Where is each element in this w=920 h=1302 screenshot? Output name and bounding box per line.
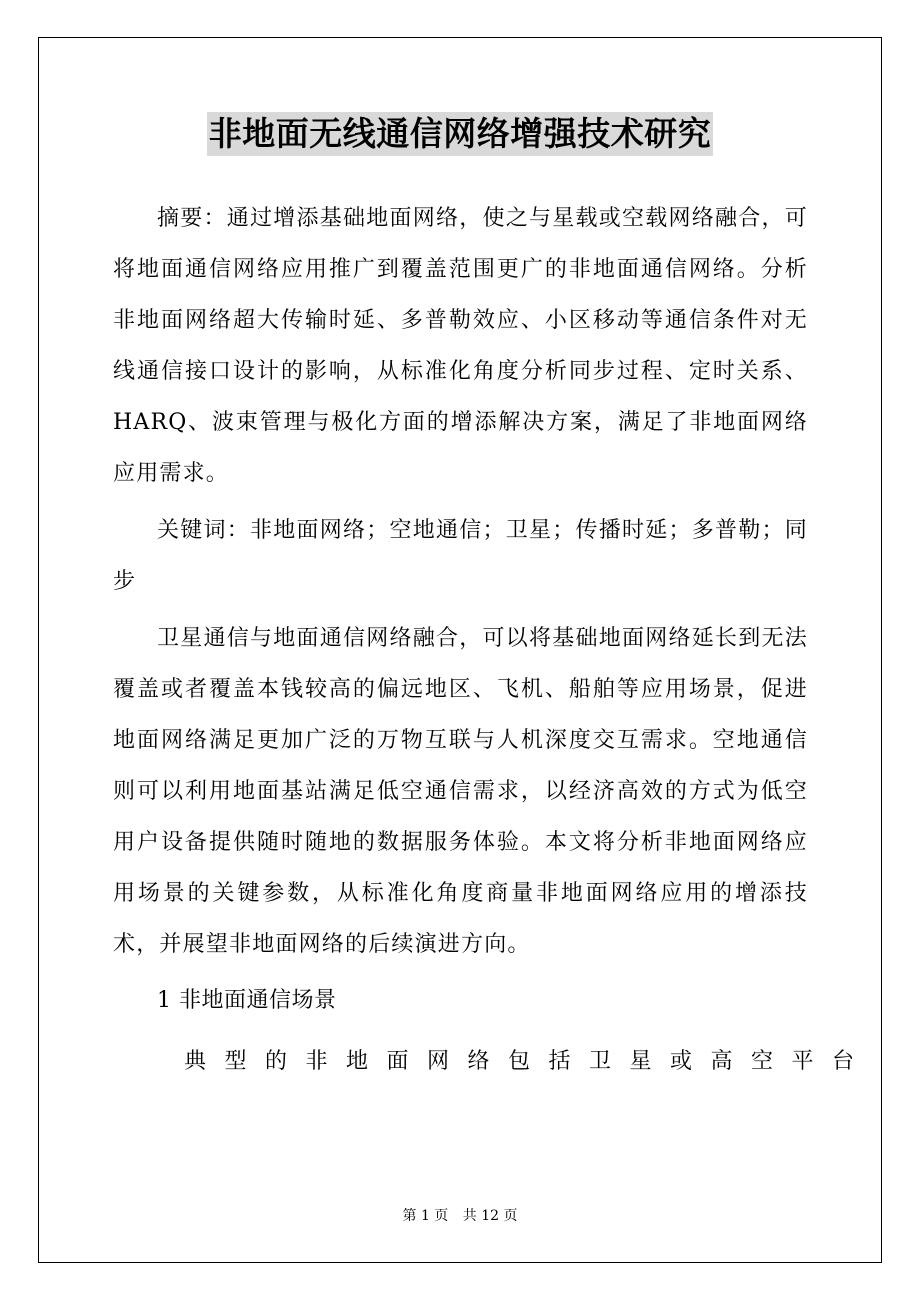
page-footer <box>0 1207 920 1225</box>
keywords-paragraph: 关键词：非地面网络；空地通信；卫星；传播时延；多普勒；同步 <box>113 518 808 594</box>
section-heading: 1 非地面通信场景 <box>157 988 337 1013</box>
page-number: 第 1 页 <box>402 1208 449 1224</box>
document-body <box>113 193 873 1087</box>
page-total: 共 12 页 <box>462 1208 518 1224</box>
section-paragraph: 典型的非地面网络包括卫星或高空平台 <box>184 1049 873 1074</box>
intro-paragraph: 卫星通信与地面通信网络融合，可以将基础地面网络延长到无法覆盖或者覆盖本钱较高的偏远地区、飞机、船舶等应用场景，促进地面网络满足更加广泛的万物互联与人机深度交互需求。空地通信则可以利用地面基站满足低空通信需求，以经济高效的方式为低空用户设备提供随时随地的数据服务体验。本文将分析非地面网络应用场景的关键参数，从标准化角度商量非地面网络应用的增添技术，并展望非地面网络的后续演进方向。 <box>113 626 808 957</box>
abstract-paragraph: 摘要：通过增添基础地面网络，使之与星载或空载网络融合，可将地面通信网络应用推广到覆盖范围更广的非地面通信网络。分析非地面网络超大传输时延、多普勒效应、小区移动等通信条件对无线通信接口设计的影响，从标准化角度分析同步过程、定时关系、HARQ、波束管理与极化方面的增添解决方案，满足了非地面网络应用需求。 <box>113 206 808 486</box>
title-container <box>0 112 920 156</box>
document-title: 非地面无线通信网络增强技术研究 <box>207 112 714 156</box>
